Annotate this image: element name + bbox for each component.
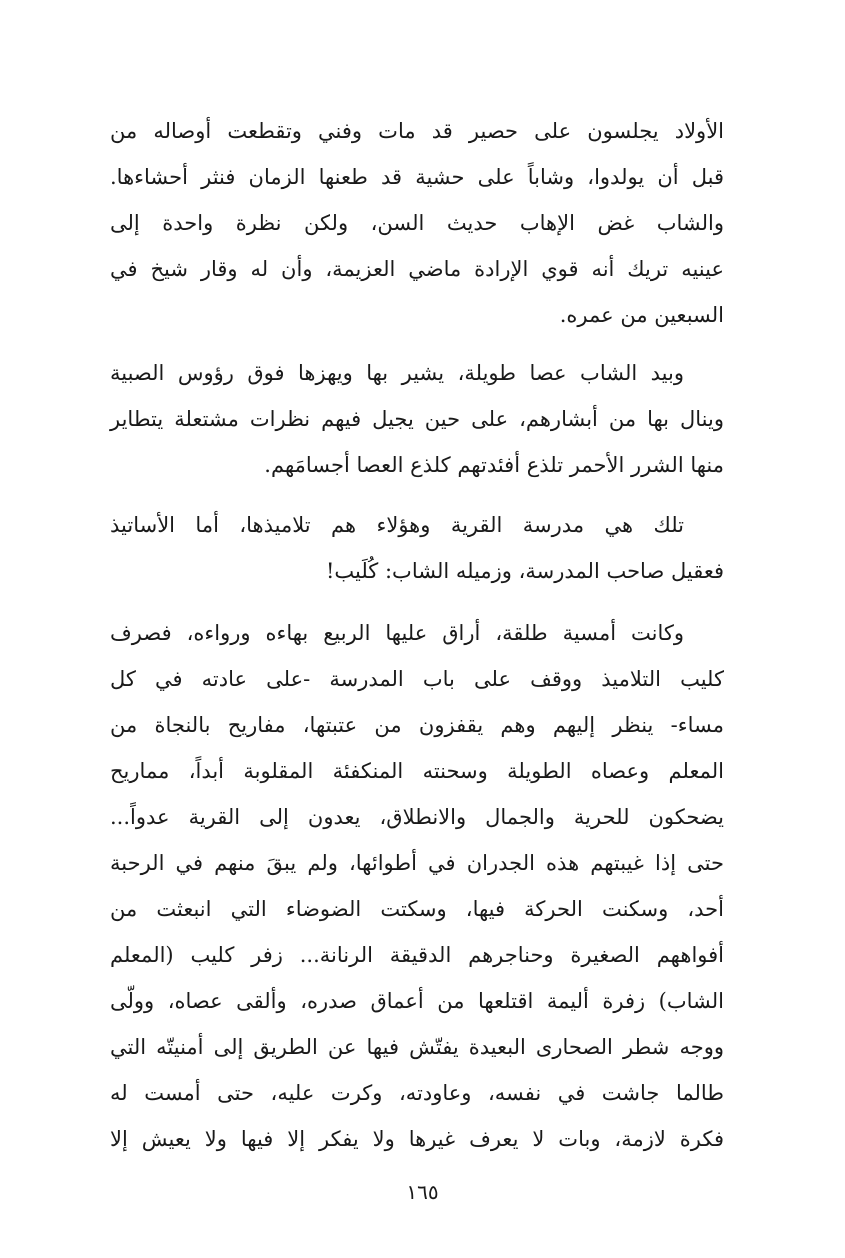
text-line: أحد، وسكنت الحركة فيها، وسكتت الضوضاء التي انبعثت من xyxy=(110,897,724,921)
text-line: فكرة لازمة، وبات لا يعرف غيرها ولا يفكر إلا فيها ولا يعيش إلا xyxy=(110,1127,724,1151)
text-line: المعلم وعصاه الطويلة وسحنته المنكفئة المقلوبة أبداً، مماريح xyxy=(110,759,724,783)
text-line: عينيه تريك أنه قوي الإرادة ماضي العزيمة، وأن له وقار شيخ في xyxy=(110,257,724,281)
text-line: السبعين من عمره. xyxy=(559,303,724,327)
text-line: أفواههم الصغيرة وحناجرهم الدقيقة الرنانة... زفر كليب (المعلم xyxy=(110,943,724,967)
text-line: وينال بها من أبشارهم، على حين يجيل فيهم نظرات مشتعلة يتطاير xyxy=(110,407,724,431)
text-line: الأولاد يجلسون على حصير قد مات وفني وتقطعت أوصاله من xyxy=(110,119,724,143)
text-line: وبيد الشاب عصا طويلة، يشير بها ويهزها فوق رؤوس الصبية xyxy=(110,361,684,385)
text-line: قبل أن يولدوا، وشاباً على حشية قد طعنها الزمان فنثر أحشاءها. xyxy=(110,165,724,189)
text-line: تلك هي مدرسة القرية وهؤلاء هم تلاميذها، أما الأساتيذ xyxy=(110,513,684,537)
text-line: كليب التلاميذ ووقف على باب المدرسة -على عادته في كل xyxy=(110,667,724,691)
text-line: طالما جاشت في نفسه، وعاودته، وكرت عليه، حتى أمست له xyxy=(110,1081,724,1105)
text-line: والشاب غض الإهاب حديث السن، ولكن نظرة واحدة إلى xyxy=(110,211,724,235)
text-line: يضحكون للحرية والجمال والانطلاق، يعدون إلى القرية عدواً... xyxy=(110,805,724,829)
page-number: ١٦٥ xyxy=(406,1180,439,1204)
text-line: وكانت أمسية طلقة، أراق عليها الربيع بهاءه ورواءه، فصرف xyxy=(110,621,684,645)
text-line: حتى إذا غيبتهم هذه الجدران في أطوائها، ولم يبقَ منهم في الرحبة xyxy=(110,851,724,875)
text-line: الشاب) زفرة أليمة اقتلعها من أعماق صدره، وألقى عصاه، وولّى xyxy=(110,989,724,1013)
text-line: منها الشرر الأحمر تلذع أفئدتهم كلذع العصا أجسامَهم. xyxy=(264,453,724,477)
text-line: ووجه شطر الصحارى البعيدة يفتّش فيها عن الطريق إلى أمنيتّه التي xyxy=(110,1035,724,1059)
text-line: فعقيل صاحب المدرسة، وزميله الشاب: كُلَيب! xyxy=(325,559,724,583)
text-line: مساء- ينظر إليهم وهم يقفزون من عتبتها، مفاريح بالنجاة من xyxy=(110,713,724,737)
